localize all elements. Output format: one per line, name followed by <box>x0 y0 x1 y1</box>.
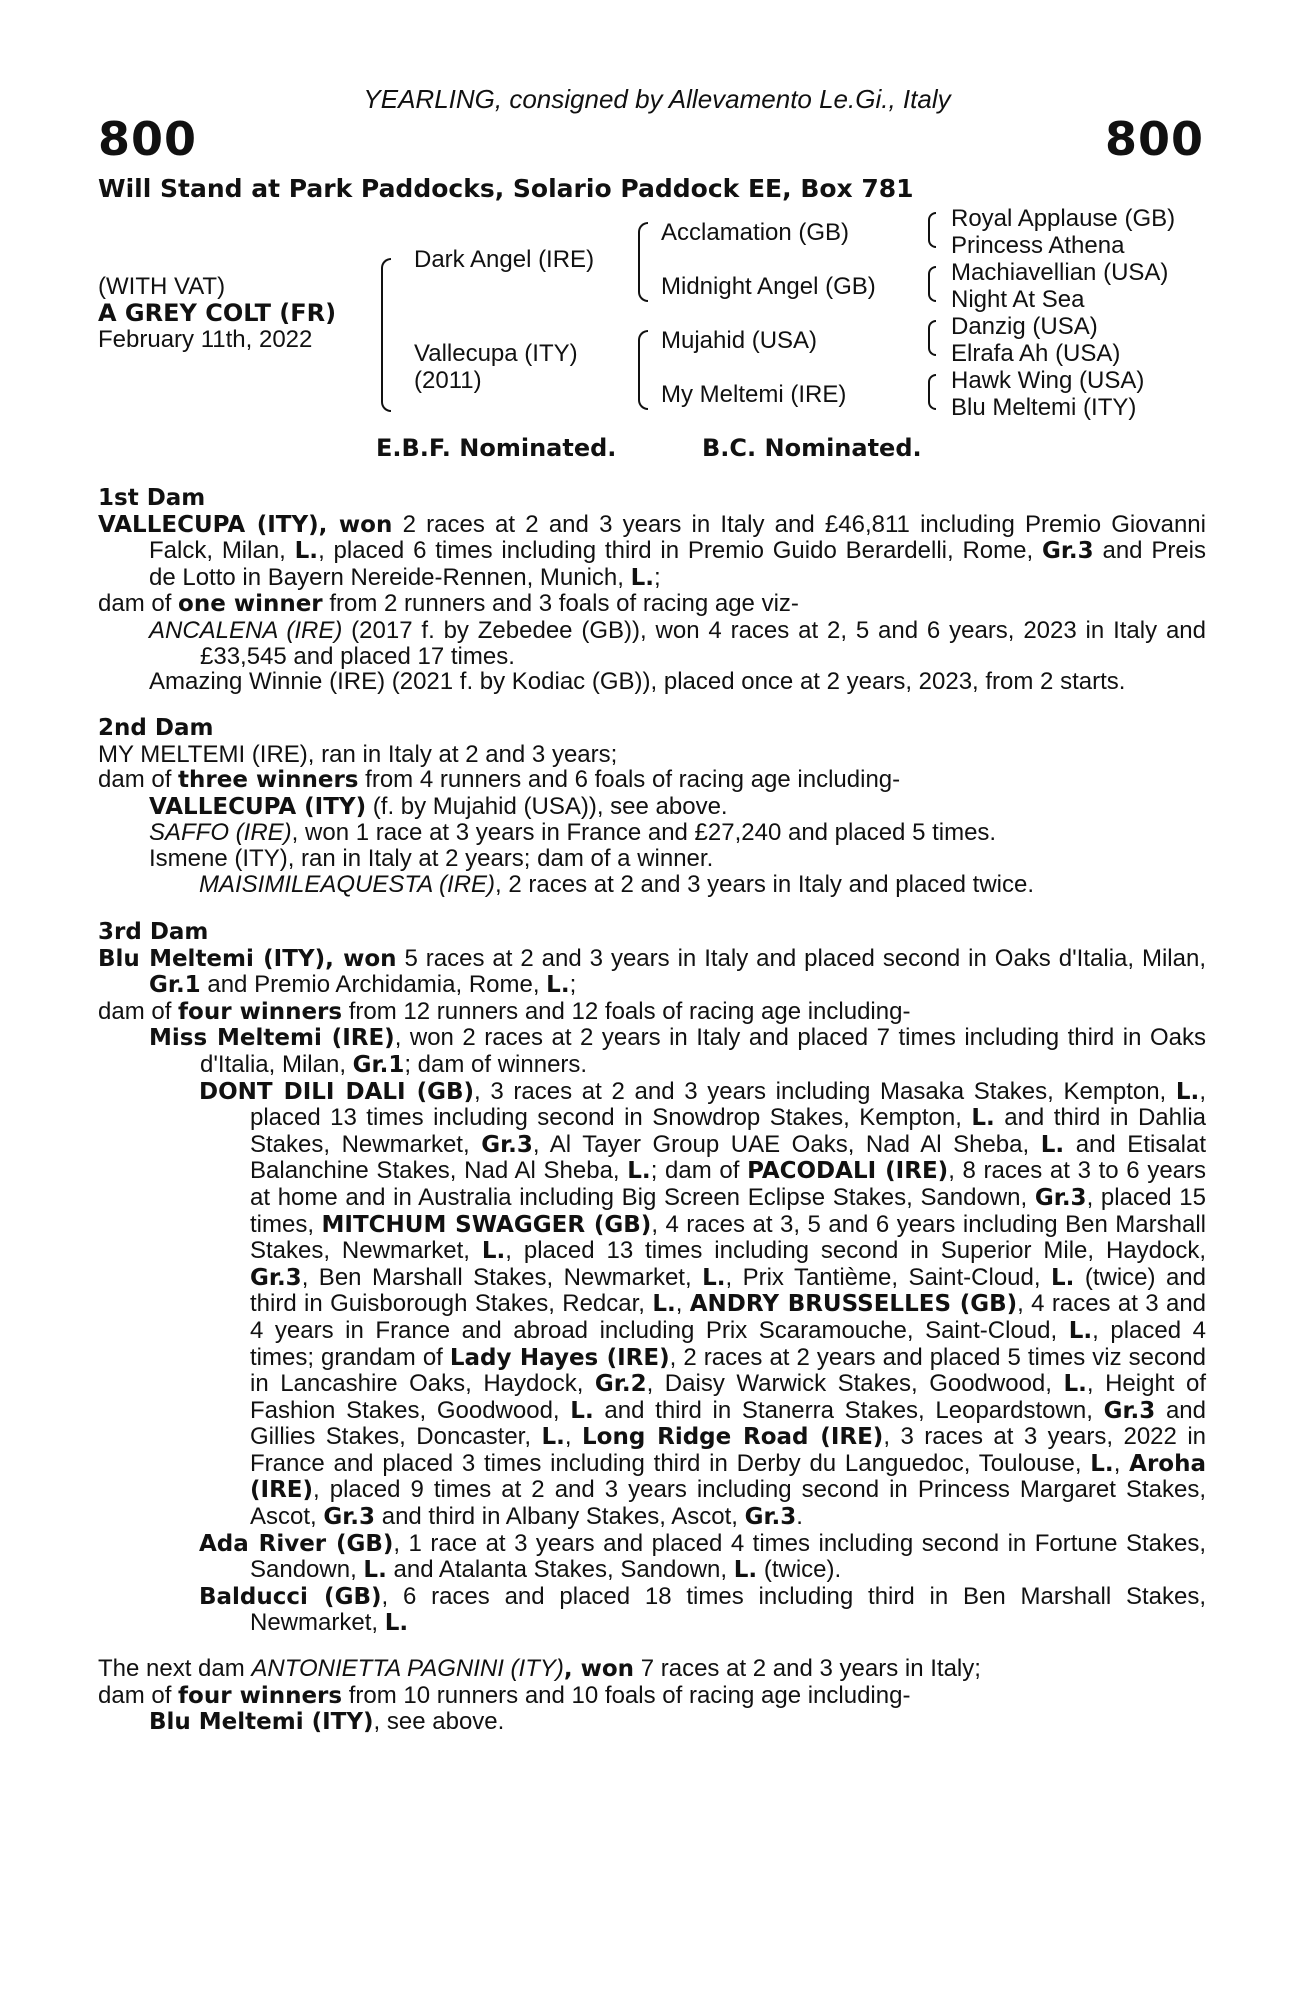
gen3-6: Elrafa Ah (USA) <box>951 340 1121 367</box>
progeny-entry <box>98 1584 1206 1637</box>
next-dam-name: ANTONIETTA PAGNINI (ITY) <box>251 1655 564 1682</box>
record-text: , placed 4 times; grandam of <box>250 1316 1206 1371</box>
record-text: , 6 races and placed 18 times including third in Ben Marshall Stakes, Newmarket, <box>250 1582 1206 1637</box>
record-text: 2 races at 2 and 3 years in Italy and £46,811 including Premio Giovanni Falck, Milan, <box>149 510 1206 565</box>
bc-nomination: B.C. Nominated. <box>702 434 922 462</box>
record-text: , <box>1113 1449 1130 1477</box>
record-text: and Preis de Lotto in Bayern Nereide-Rennen, Munich, <box>149 537 1207 591</box>
progeny-name: MAISIMILEAQUESTA (IRE) <box>199 870 496 898</box>
winners-count: four winners <box>178 998 343 1025</box>
record-text: , won 1 race at 3 years in France and £27,240 and placed 5 times. <box>291 819 997 847</box>
vat-label: (WITH VAT) <box>98 273 226 300</box>
progeny-name: Blu Meltemi (ITY) <box>149 1709 374 1736</box>
group-mark: Gr.3 <box>1103 1397 1156 1424</box>
record-text: , Daisy Warwick Stakes, Goodwood, <box>646 1370 1064 1398</box>
record-text: , placed 6 times including third in Premio Guido Berardelli, Rome, <box>318 537 1042 565</box>
dam: Vallecupa (ITY) <box>414 340 578 367</box>
record-text: from 4 runners and 6 foals of racing age including- <box>358 766 901 794</box>
sire-dam-brace <box>381 258 391 412</box>
gen3-1: Royal Applause (GB) <box>951 205 1176 232</box>
record-text: , placed 15 times, <box>250 1183 1206 1238</box>
third-dam-record <box>98 946 1206 999</box>
group-mark: Gr.3 <box>1034 1184 1087 1211</box>
second-dam-section <box>98 716 1206 897</box>
listed-mark: L. <box>630 564 655 591</box>
listed-mark: L. <box>971 1105 995 1132</box>
dd-brace <box>928 374 936 410</box>
won-label: , won <box>318 511 393 538</box>
gen3-4: Night At Sea <box>951 286 1085 313</box>
listed-mark: L. <box>570 1397 594 1424</box>
record-text: from 2 runners and 3 foals of racing age viz- <box>322 590 799 618</box>
listed-mark: L. <box>733 1557 758 1584</box>
foaling-date: February 11th, 2022 <box>98 326 313 353</box>
listed-mark: L. <box>546 972 570 999</box>
record-text: , Al Tayer Group UAE Oaks, Nad Al Sheba, <box>532 1130 1041 1158</box>
sire-sire: Acclamation (GB) <box>661 219 850 246</box>
record-text: , Ben Marshall Stakes, Newmarket, <box>301 1263 703 1291</box>
group-mark: Gr.3 <box>1041 538 1094 565</box>
progeny-name: Aroha (IRE) <box>250 1450 1206 1504</box>
progeny-entry <box>98 1025 1206 1078</box>
record-text: ; <box>654 563 661 591</box>
record-text: 5 races at 2 and 3 years in Italy and placed second in Oaks d'Italia, Milan, <box>396 944 1207 972</box>
winners-count: four winners <box>178 1682 343 1709</box>
record-text: The next dam <box>98 1655 252 1682</box>
gen3-7: Hawk Wing (USA) <box>951 367 1145 394</box>
sire: Dark Angel (IRE) <box>414 246 595 273</box>
progeny-name: MITCHUM SWAGGER (GB) <box>321 1211 652 1238</box>
first-dam-name: VALLECUPA (ITY) <box>98 511 319 538</box>
record-text: (twice). <box>757 1556 842 1584</box>
record-text: , 1 race at 3 years and placed 4 times including second in Fortune Stakes, Sandown, <box>250 1529 1206 1584</box>
lot-number-left: 800 <box>98 112 198 166</box>
listed-mark: L. <box>652 1291 676 1318</box>
progeny-name: ANCALENA (IRE) <box>149 616 343 644</box>
progeny-entry <box>98 1531 1206 1584</box>
progeny-entry <box>98 618 1206 669</box>
group-mark: Gr.3 <box>323 1504 376 1531</box>
dam-year: (2011) <box>414 367 482 394</box>
group-mark: Gr.1 <box>352 1051 405 1078</box>
third-dam-name: Blu Meltemi (ITY) <box>98 945 326 972</box>
listed-mark: L. <box>481 1238 506 1265</box>
progeny-name: Lady Hayes (IRE) <box>449 1344 670 1371</box>
won-label: , won <box>325 945 397 972</box>
third-dam-produce-summary <box>98 999 1206 1026</box>
winners-count: one winner <box>178 591 323 618</box>
progeny-name: PACODALI (IRE) <box>747 1158 949 1185</box>
second-dam-record: MY MELTEMI (IRE), ran in Italy at 2 and 3 years; <box>98 740 618 768</box>
record-text: (twice) and third in Guisborough Stakes, Redcar, <box>250 1263 1207 1318</box>
record-text: , 3 races at 3 years, 2022 in France and placed 3 times including third in Derby du Languedoc, Toulouse, <box>250 1423 1207 1477</box>
ss-brace <box>928 212 936 248</box>
dam-sire: Mujahid (USA) <box>661 327 818 354</box>
third-dam-section <box>98 920 1206 1637</box>
record-text: , see above. <box>373 1708 505 1736</box>
listed-mark: L. <box>1040 1131 1065 1158</box>
progeny-entry <box>98 872 1206 898</box>
progeny-name: Long Ridge Road (IRE) <box>582 1424 884 1451</box>
record-text: from 10 runners and 10 foals of racing age including- <box>342 1681 911 1709</box>
winners-count: three winners <box>178 767 359 794</box>
listed-mark: L. <box>1063 1371 1087 1398</box>
record-text: , <box>564 1423 583 1451</box>
listed-mark: L. <box>363 1557 387 1584</box>
gen3-2: Princess Athena <box>951 232 1125 259</box>
record-text: ; dam of <box>650 1157 748 1185</box>
progeny-entry <box>98 794 1206 821</box>
record-text: , 2 races at 2 years and placed 5 times viz second in Lancashire Oaks, Haydock, <box>250 1343 1207 1398</box>
record-text: dam of <box>98 1681 179 1709</box>
consignment-line: YEARLING, consigned by Allevamento Le.Gi., Italy <box>363 84 951 114</box>
listed-mark: L. <box>1068 1317 1093 1344</box>
record-text: and Gillies Stakes, Doncaster, <box>250 1396 1206 1451</box>
second-dam-produce-summary <box>98 767 1206 794</box>
record-text: and third in Stanerra Stakes, Leopardstown, <box>593 1396 1104 1424</box>
next-dam-produce-summary <box>98 1683 1206 1710</box>
record-text: dam of <box>98 997 179 1025</box>
record-text: , 3 races at 2 and 3 years including Masaka Stakes, Kempton, <box>474 1077 1176 1105</box>
next-dam-record <box>98 1656 1206 1683</box>
progeny-entry: Ismene (ITY), ran in Italy at 2 years; dam of a winner. <box>149 844 714 872</box>
record-text: and third in Albany Stakes, Ascot, <box>375 1503 745 1531</box>
listed-mark: L. <box>1050 1264 1075 1291</box>
record-text: . <box>796 1503 803 1531</box>
listed-mark: L. <box>294 538 319 565</box>
progeny-name: ANDRY BRUSSELLES (GB) <box>689 1291 1018 1318</box>
ds-brace <box>928 320 936 356</box>
progeny-name: DONT DILI DALI (GB) <box>199 1078 475 1105</box>
record-text: and Etisalat Balanchine Stakes, Nad Al Sheba, <box>250 1130 1207 1185</box>
record-text: , 8 races at 3 to 6 years at home and in Australia including Big Screen Eclipse Stakes, Sandown, <box>250 1157 1207 1211</box>
listed-mark: L. <box>1090 1450 1114 1477</box>
listed-mark: L. <box>384 1610 409 1637</box>
record-text: and Premio Archidamia, Rome, <box>200 971 547 999</box>
progeny-entry <box>98 1079 1206 1531</box>
record-text: , placed 13 times including second in Snowdrop Stakes, Kempton, <box>250 1077 1206 1132</box>
sire-dam: Midnight Angel (GB) <box>661 273 876 300</box>
record-text: ; <box>569 971 577 999</box>
record-text: , Height of Fashion Stakes, Goodwood, <box>250 1370 1206 1424</box>
listed-mark: L. <box>627 1158 651 1185</box>
lot-number-right: 800 <box>1104 112 1204 166</box>
record-text: , placed 13 times including second in Superior Mile, Haydock, <box>505 1237 1207 1265</box>
record-text: and third in Dahlia Stakes, Newmarket, <box>250 1104 1206 1158</box>
record-text: , 4 races at 3, 5 and 6 years including Ben Marshall Stakes, Newmarket, <box>250 1210 1206 1265</box>
record-text: ; dam of winners. <box>404 1050 588 1078</box>
progeny-entry <box>98 1709 1206 1736</box>
listed-mark: L. <box>541 1424 565 1451</box>
record-text: dam of <box>98 766 179 794</box>
second-dam-heading: 2nd Dam <box>98 715 214 741</box>
gen3-5: Danzig (USA) <box>951 313 1098 340</box>
record-text: from 12 runners and 12 foals of racing age including- <box>342 997 911 1025</box>
first-dam-heading: 1st Dam <box>98 485 206 511</box>
record-text: , 2 races at 2 and 3 years in Italy and placed twice. <box>495 870 1035 898</box>
listed-mark: L. <box>1175 1078 1200 1105</box>
ebf-nomination: E.B.F. Nominated. <box>376 434 617 462</box>
next-dam-section <box>98 1656 1206 1736</box>
progeny-name: Balducci (GB) <box>199 1583 382 1610</box>
sire-brace <box>638 222 648 302</box>
record-text: , placed 9 times at 2 and 3 years including second in Princess Margaret Stakes, Ascot, <box>250 1476 1206 1531</box>
gen3-3: Machiavellian (USA) <box>951 259 1169 286</box>
group-mark: Gr.3 <box>481 1131 533 1158</box>
record-text: , <box>675 1290 690 1318</box>
progeny-name: VALLECUPA (ITY) <box>149 793 367 820</box>
progeny-name: SAFFO (IRE) <box>149 819 292 847</box>
progeny-name: Ada River (GB) <box>199 1530 394 1557</box>
group-mark: Gr.2 <box>594 1371 647 1398</box>
progeny-entry <box>98 820 1206 846</box>
group-mark: Gr.3 <box>250 1264 302 1291</box>
dam-dam: My Meltemi (IRE) <box>661 381 847 408</box>
progeny-name: Miss Meltemi (IRE) <box>149 1025 395 1052</box>
listed-mark: L. <box>702 1264 726 1291</box>
group-mark: Gr.3 <box>744 1504 797 1531</box>
progeny-entry: Amazing Winnie (IRE) (2021 f. by Kodiac (GB)), placed once at 2 years, 2023, from 2 starts. <box>149 668 1126 696</box>
first-dam-section <box>98 486 1206 695</box>
record-text: , 4 races at 3 and 4 years in France and abroad including Prix Scaramouche, Saint-Cloud, <box>250 1290 1207 1344</box>
first-dam-produce-summary <box>98 591 1206 618</box>
record-text: dam of <box>98 590 179 618</box>
first-dam-record <box>98 512 1206 592</box>
gen3-8: Blu Meltemi (ITY) <box>951 394 1137 421</box>
sd-brace <box>928 266 936 302</box>
record-text: , Prix Tantième, Saint-Cloud, <box>725 1263 1051 1291</box>
record-text: and Atalanta Stakes, Sandown, <box>386 1556 734 1584</box>
third-dam-heading: 3rd Dam <box>98 919 209 945</box>
group-mark: Gr.1 <box>149 972 201 999</box>
dam-brace <box>638 330 648 410</box>
horse-name: A GREY COLT (FR) <box>98 299 337 327</box>
won-label: , won <box>563 1656 635 1682</box>
stand-location: Will Stand at Park Paddocks, Solario Paddock EE, Box 781 <box>98 174 914 203</box>
record-text: 7 races at 2 and 3 years in Italy; <box>634 1655 981 1682</box>
record-text: (2017 f. by Zebedee (GB)), won 4 races at 2, 5 and 6 years, 2023 in Italy and £33,545 and placed 17 times. <box>200 616 1206 670</box>
record-text: , won 2 races at 2 years in Italy and placed 7 times including third in Oaks d'Italia, Milan, <box>200 1024 1207 1078</box>
record-text: (f. by Mujahid (USA)), see above. <box>366 792 728 820</box>
